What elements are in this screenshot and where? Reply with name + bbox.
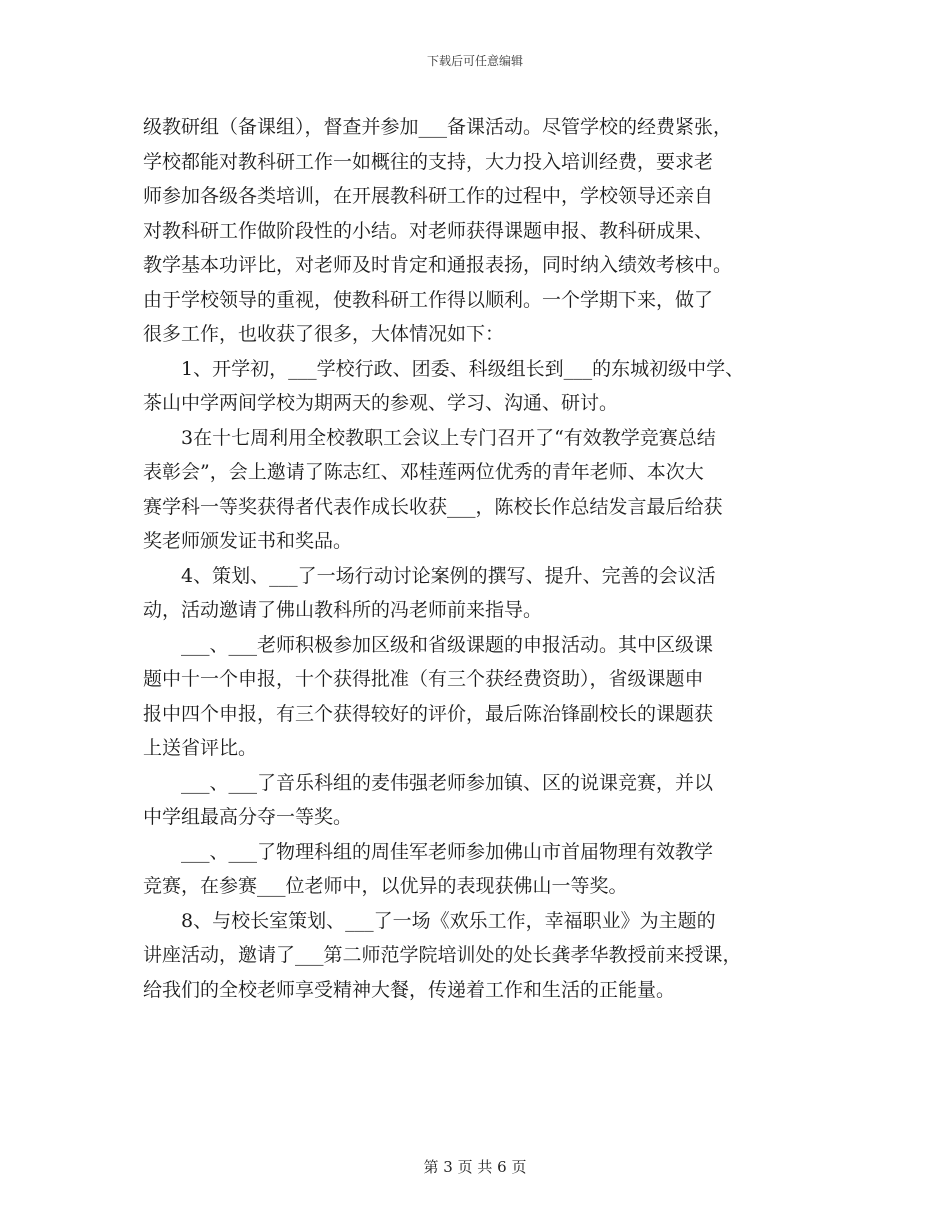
page-number: 第 3 页 共 6 页: [423, 1158, 527, 1176]
body-line: 对教科研工作做阶段性的小结。对老师获得课题申报、教科研成果、: [143, 219, 714, 242]
body-line: 3在十七周利用全校教职工会议上专门召开了“有效教学竞赛总结: [181, 426, 716, 449]
body-line: 上送省评比。: [143, 737, 258, 759]
body-line: 奖老师颁发证书和奖品。: [143, 530, 353, 552]
body-line: 赛学科一等奖获得者代表作成长收获___，陈校长作总结发言最后给获: [143, 495, 723, 518]
body-line: 报中四个申报，有三个获得较好的评价，最后陈治锋副校长的课题获: [143, 702, 714, 725]
body-line: ___、___了物理科组的周佳军老师参加佛山市首届物理有效教学: [181, 840, 714, 863]
body-line: 1、开学初，___学校行政、团委、科级组长到___的东城初级中学、: [181, 357, 745, 380]
body-line: 竞赛，在参赛___位老师中，以优异的表现获佛山一等奖。: [143, 875, 628, 897]
body-line: 题中十一个申报，十个获得批准（有三个获经费资助），省级课题申: [143, 668, 704, 690]
body-line: ___、___老师积极参加区级和省级课题的申报活动。其中区级课: [181, 633, 714, 656]
body-line: ___、___了音乐科组的麦伟强老师参加镇、区的说课竞赛，并以: [181, 771, 714, 794]
body-line: 茶山中学两间学校为期两天的参观、学习、沟通、研讨。: [143, 392, 619, 414]
body-line: 8、与校长室策划、___了一场《欢乐工作，幸福职业》为主题的: [181, 909, 716, 932]
body-line: 师参加各级各类培训，在开展教科研工作的过程中，学校领导还亲自: [143, 185, 714, 207]
body-line: 给我们的全校老师享受精神大餐，传递着工作和生活的正能量。: [143, 978, 676, 1001]
body-line: 学校都能对教科研工作一如概往的支持，大力投入培训经费，要求老: [143, 150, 714, 173]
body-line: 级教研组（备课组），督查并参加___备课活动。尽管学校的经费紧张，: [143, 116, 733, 138]
body-line: 很多工作，也收获了很多，大体情况如下：: [143, 323, 505, 345]
body-line: 4、策划、___了一场行动讨论案例的撰写、提升、完善的会议活: [181, 564, 716, 587]
body-line: 表彰会”，会上邀请了陈志红、邓桂莲两位优秀的青年老师、本次大: [143, 461, 704, 483]
body-line: 教学基本功评比，对老师及时肯定和通报表扬，同时纳入绩效考核中。: [143, 254, 733, 276]
body-line: 动，活动邀请了佛山教科所的冯老师前来指导。: [143, 599, 543, 621]
page-header: 下载后可任意编辑: [426, 54, 523, 68]
body-line: 中学组最高分夺一等奖。: [143, 806, 353, 828]
body-line: 由于学校领导的重视，使教科研工作得以顺利。一个学期下来，做了: [143, 288, 714, 311]
document-body: [143, 110, 813, 1007]
body-line: 讲座活动，邀请了___第二师范学院培训处的处长龚孝华教授前来授课，: [143, 944, 742, 966]
